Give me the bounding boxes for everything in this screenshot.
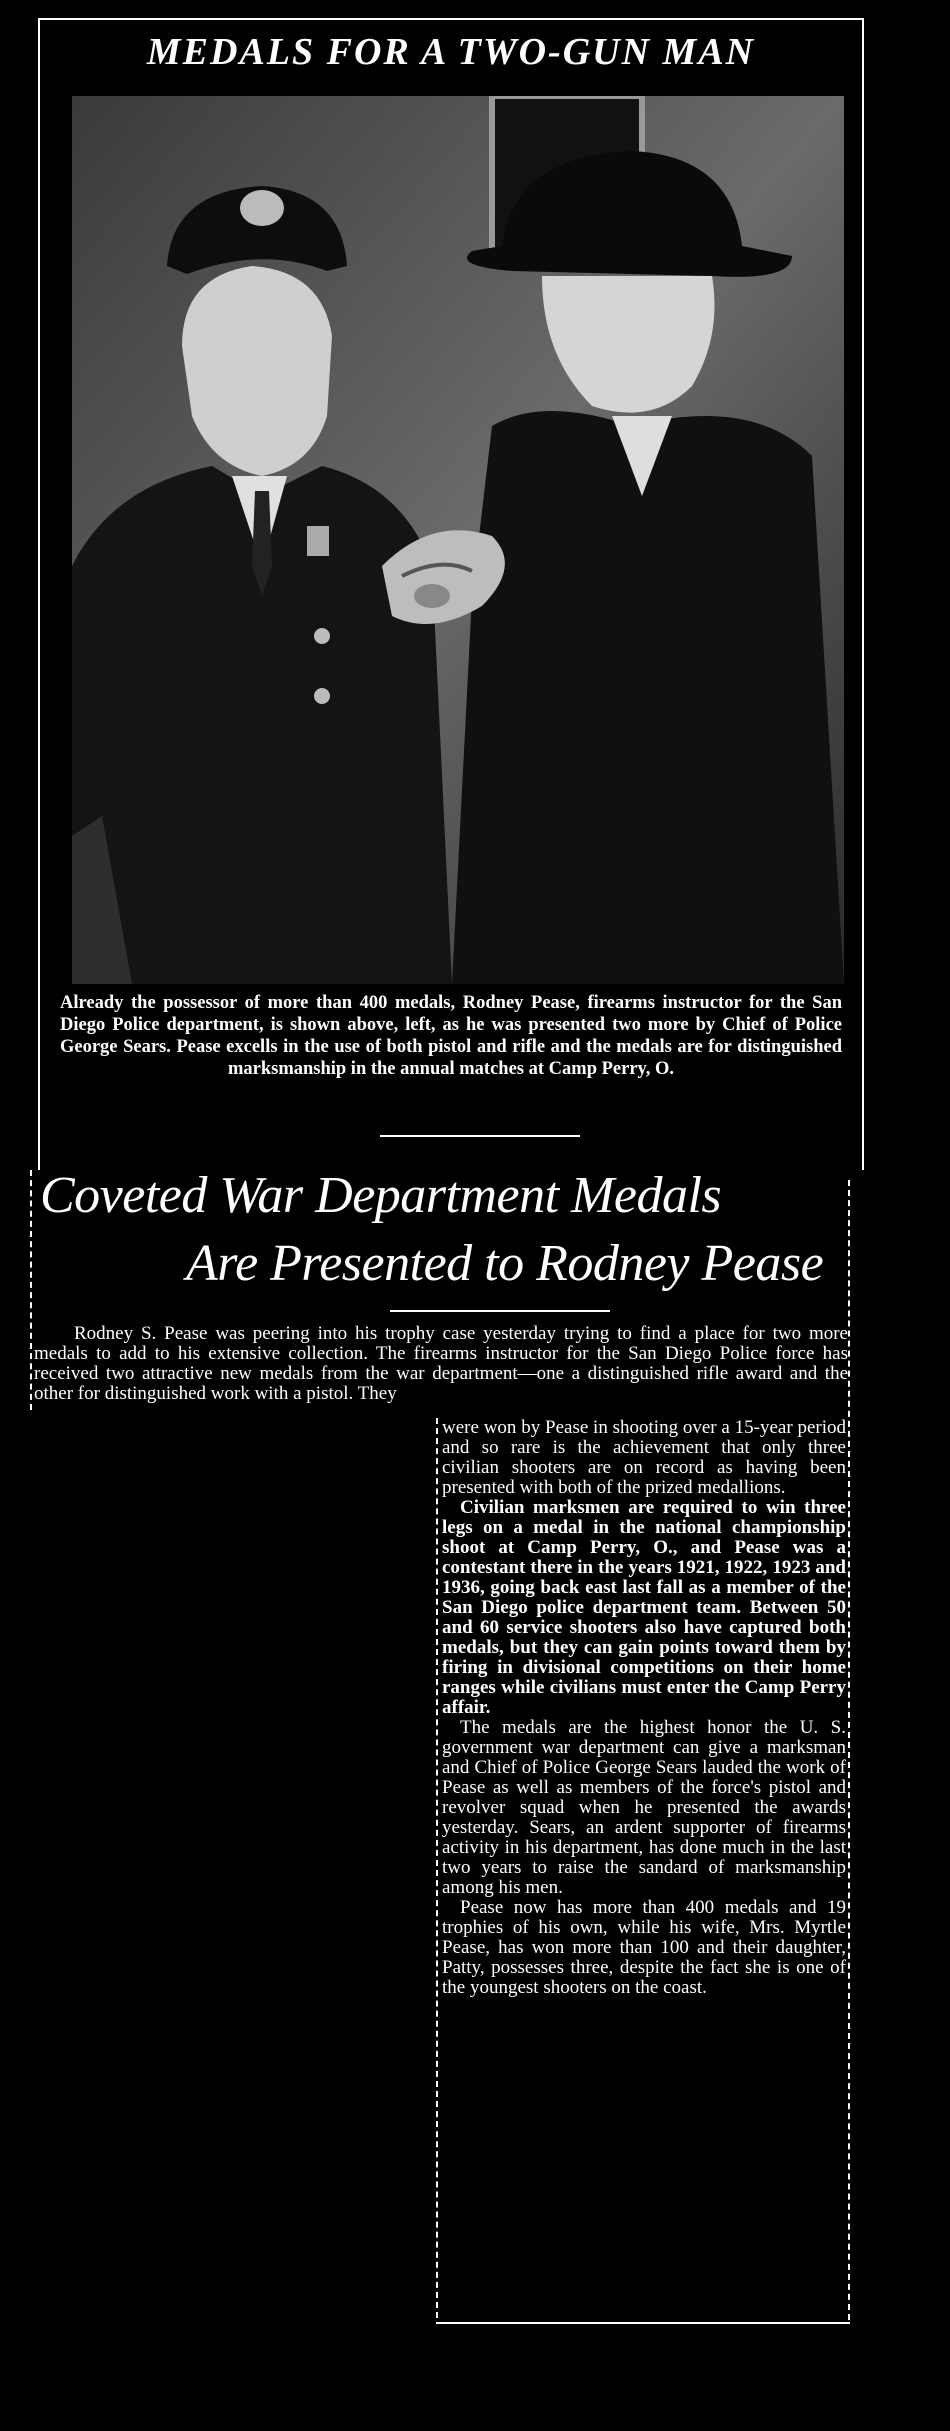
column-dashed-rule (436, 1418, 438, 2318)
headline-line-1: Coveted War Department Medals (40, 1167, 722, 1224)
article-lead (34, 1324, 848, 1404)
left-dashed-rule (30, 1170, 32, 1410)
news-photo (72, 96, 844, 984)
article-paragraph-3: The medals are the highest honor the U. S. government war department can give a marksman and Chief of Police George Sears lauded the work of Pease as well as members of the force's pistol and revolver squad when he presented the awards yesterday. Sears, an ardent supporter of firearms activity in his department, has done much in the last two years to raise the sandard of marksmanship among his men. (442, 1717, 846, 1898)
article-paragraph-2: Civilian marksmen are required to win three legs on a medal in the national championship shoot at Camp Perry, O., and Pease was a contestant there in the years 1921, 1922, 1923 and 1936, going back east last fall as a member of the San Diego police department team. Between 50 and 60 service shooters also have captured both medals, but they can gain points toward them by firing in divisional competitions on their home ranges while civilians must enter the Camp Perry affair. (442, 1497, 846, 1718)
headline-line-2: Are Presented to Rodney Pease (186, 1235, 824, 1292)
right-dashed-rule (848, 1180, 850, 2320)
caption-rule (380, 1135, 580, 1137)
lead-paragraph: Rodney S. Pease was peering into his trophy case yesterday trying to find a place for two more medals to add to his extensive collection. The firearms instructor for the San Diego Police force has received two attractive new medals from the war department—one a distinguished rifle award and the other for distinguished work with a pistol. They (34, 1323, 848, 1404)
headline-rule (390, 1310, 610, 1312)
left-border-rule (38, 20, 40, 1170)
article-end-rule (436, 2322, 850, 2324)
right-border-rule (862, 20, 864, 1170)
headline-banner: MEDALS FOR A TWO-GUN MAN (146, 31, 756, 73)
article-paragraph-1: were won by Pease in shooting over a 15-year period and so rare is the achievement that only three civilian shooters are on record as having been presented with both of the prized medallions. (442, 1417, 846, 1498)
article-column (442, 1418, 846, 1998)
photo-caption: Already the possessor of more than 400 medals, Rodney Pease, firearms instructor for the San Diego Police department, is shown above, left, as he was presented two more by Chief of Police George Sears. Pease excells in the use of both pistol and rifle and the medals are for distinguished marksmanship in the annual matches at Camp Perry, O. (60, 993, 842, 1079)
article-paragraph-4: Pease now has more than 400 medals and 19 trophies of his own, while his wife, Mrs. Myrtle Pease, has won more than 100 and their daughter, Patty, possesses three, despite the fact she is one of the youngest shooters on the coast. (442, 1897, 846, 1998)
